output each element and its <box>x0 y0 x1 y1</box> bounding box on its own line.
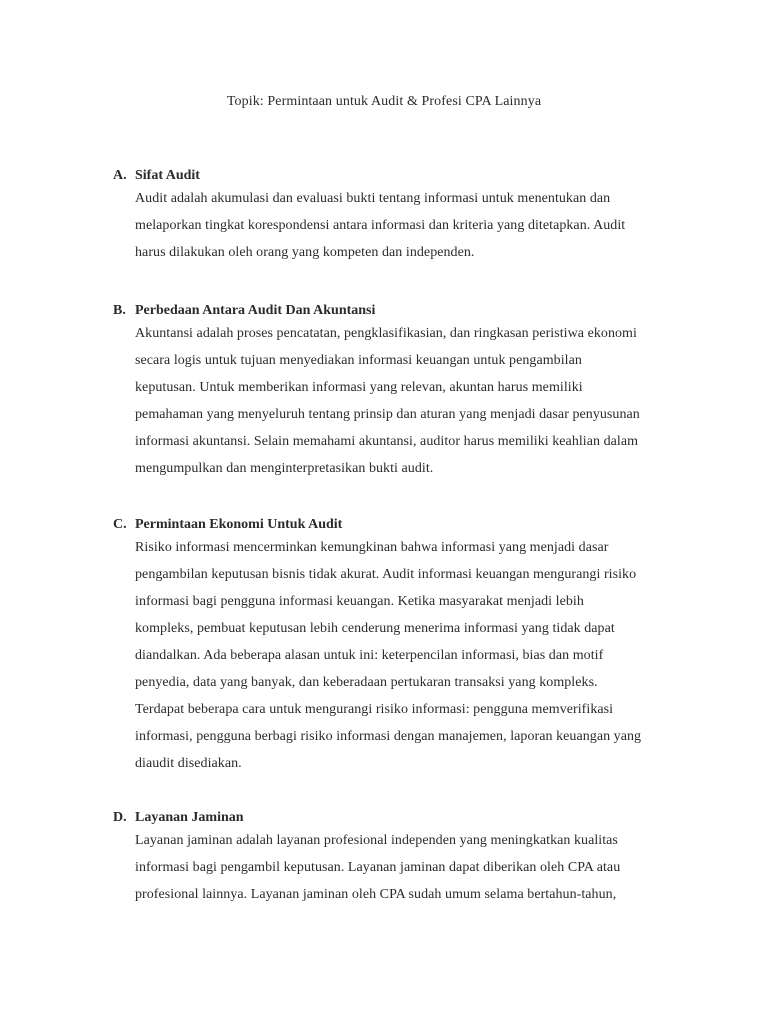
paragraph-line: kompleks, pembuat keputusan lebih cenderung menerima informasi yang tidak dapat <box>135 621 615 636</box>
section-body <box>135 534 693 777</box>
section-layanan-jaminan <box>113 809 693 908</box>
section-heading <box>113 809 693 827</box>
section-title: Permintaan Ekonomi Untuk Audit <box>135 517 343 532</box>
section-title: Layanan Jaminan <box>135 810 244 825</box>
paragraph-line: secara logis untuk tujuan menyediakan informasi keuangan untuk pengambilan <box>135 353 582 368</box>
paragraph-line: informasi bagi pengguna informasi keuangan. Ketika masyarakat menjadi lebih <box>135 594 584 609</box>
section-letter: A. <box>113 168 127 183</box>
paragraph-line: informasi, pengguna berbagi risiko informasi dengan manajemen, laporan keuangan yang <box>135 729 642 744</box>
section-letter: D. <box>113 810 127 825</box>
section-heading <box>113 167 693 185</box>
paragraph-line: diaudit disediakan. <box>135 756 242 771</box>
paragraph-line: pengambilan keputusan bisnis tidak akurat. Audit informasi keuangan mengurangi risiko <box>135 567 637 582</box>
paragraph-line: Risiko informasi mencerminkan kemungkinan bahwa informasi yang menjadi dasar <box>135 540 609 555</box>
paragraph-line: penyedia, data yang banyak, dan keberadaan pertukaran transaksi yang kompleks. <box>135 675 598 690</box>
section-body <box>135 827 693 908</box>
paragraph-line: informasi bagi pengambil keputusan. Layanan jaminan dapat diberikan oleh CPA atau <box>135 860 621 875</box>
section-letter: C. <box>113 517 127 532</box>
section-body <box>135 320 693 482</box>
paragraph-line: Audit adalah akumulasi dan evaluasi bukti tentang informasi untuk menentukan dan <box>135 191 611 206</box>
paragraph-line: Akuntansi adalah proses pencatatan, pengklasifikasian, dan ringkasan peristiwa ekonomi <box>135 326 637 341</box>
paragraph-line: keputusan. Untuk memberikan informasi yang relevan, akuntan harus memiliki <box>135 380 583 395</box>
paragraph-line: profesional lainnya. Layanan jaminan oleh CPA sudah umum selama bertahun-tahun, <box>135 887 617 902</box>
paragraph-line: informasi akuntansi. Selain memahami akuntansi, auditor harus memiliki keahlian dalam <box>135 434 639 449</box>
section-heading <box>113 302 693 320</box>
section-body <box>135 185 693 266</box>
section-sifat-audit <box>113 167 693 266</box>
paragraph-line: pemahaman yang menyeluruh tentang prinsip dan aturan yang menjadi dasar penyusunan <box>135 407 640 422</box>
paragraph-line: diandalkan. Ada beberapa alasan untuk ini: keterpencilan informasi, bias dan motif <box>135 648 604 663</box>
section-perbedaan-audit-akuntansi <box>113 302 693 482</box>
section-heading <box>113 516 693 534</box>
document-title: Topik: Permintaan untuk Audit & Profesi CPA Lainnya <box>226 94 542 109</box>
paragraph-line: mengumpulkan dan menginterpretasikan bukti audit. <box>135 461 434 476</box>
paragraph-line: Layanan jaminan adalah layanan profesional independen yang meningkatkan kualitas <box>135 833 618 848</box>
paragraph-line: harus dilakukan oleh orang yang kompeten dan independen. <box>135 245 475 260</box>
paragraph-line: Terdapat beberapa cara untuk mengurangi risiko informasi: pengguna memverifikasi <box>135 702 614 717</box>
paragraph-line: melaporkan tingkat korespondensi antara informasi dan kriteria yang ditetapkan. Audit <box>135 218 626 233</box>
section-letter: B. <box>113 303 126 318</box>
section-title: Sifat Audit <box>135 168 200 183</box>
section-permintaan-ekonomi <box>113 516 693 777</box>
section-title: Perbedaan Antara Audit Dan Akuntansi <box>135 303 376 318</box>
